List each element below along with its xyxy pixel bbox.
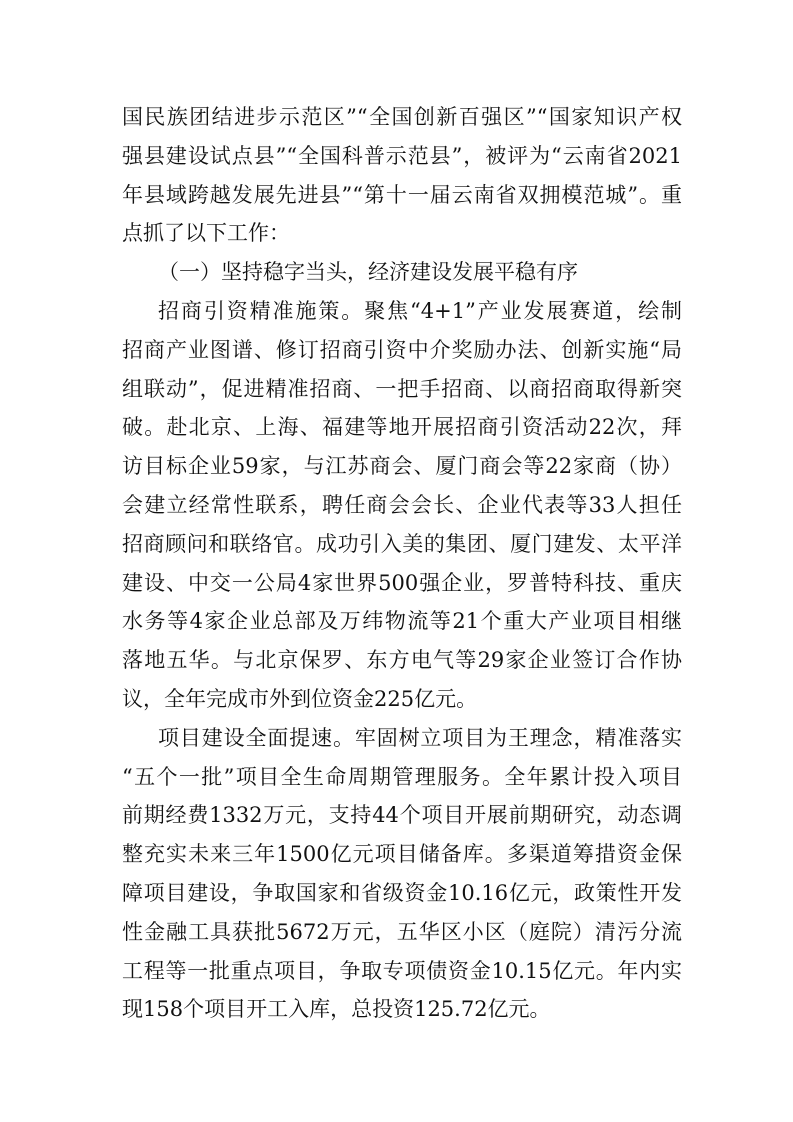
text-line: 整充实未来三年1500亿元项目储备库。多渠道筹措资金保 [122, 842, 682, 867]
text-line: 国民族团结进步示范区”“全国创新百强区”“国家知识产权 [122, 105, 682, 129]
text-line: 招商引资精准施策。聚焦“4+1”产业发展赛道，绘制 [158, 298, 682, 323]
text-line: 议，全年完成市外到位资金225亿元。 [122, 686, 478, 711]
text-line: 障项目建设，争取国家和省级资金10.16亿元，政策性开发 [122, 880, 682, 905]
text-line: 破。赴北京、上海、福建等地开展招商引资活动22次，拜 [122, 415, 682, 440]
text-line: 会建立经常性联系，聘任商会会长、企业代表等33人担任 [122, 492, 682, 517]
text-line: 点抓了以下工作： [122, 221, 290, 246]
text-line: 招商顾问和联络官。成功引入美的集团、厦门建发、太平洋 [122, 531, 682, 556]
text-line: “五个一批”项目全生命周期管理服务。全年累计投入项目 [122, 764, 682, 789]
text-line: 现158个项目开工入库，总投资125.72亿元。 [122, 997, 551, 1022]
document-page [122, 98, 682, 1029]
text-line: 工程等一批重点项目，争取专项债资金10.15亿元。年内实 [122, 958, 682, 983]
text-line: 年县域跨越发展先进县”“第十一届云南省双拥模范城”。重 [122, 182, 682, 207]
paragraph [122, 719, 682, 1029]
text-line: 强县建设试点县”“全国科普示范县”，被评为“云南省2021 [122, 143, 682, 168]
section-heading [122, 253, 682, 292]
text-line: 建设、中交一公局4家世界500强企业，罗普特科技、重庆 [122, 570, 682, 595]
text-line: （一）坚持稳字当头，经济建设发展平稳有序 [158, 260, 578, 285]
text-line: 项目建设全面提速。牢固树立项目为王理念，精准落实 [158, 725, 682, 750]
paragraph [122, 292, 682, 719]
text-line: 水务等4家企业总部及万纬物流等21个重大产业项目相继 [122, 609, 682, 634]
text-line: 性金融工具获批5672万元，五华区小区（庭院）清污分流 [122, 919, 682, 944]
paragraph [122, 98, 682, 253]
text-line: 组联动”，促进精准招商、一把手招商、以商招商取得新突 [122, 376, 682, 401]
text-line: 前期经费1332万元，支持44个项目开展前期研究，动态调 [122, 803, 682, 828]
text-line: 访目标企业59家，与江苏商会、厦门商会等22家商（协） [122, 454, 682, 479]
text-line: 落地五华。与北京保罗、东方电气等29家企业签订合作协 [122, 648, 682, 673]
text-line: 招商产业图谱、修订招商引资中介奖励办法、创新实施“局 [122, 337, 682, 362]
